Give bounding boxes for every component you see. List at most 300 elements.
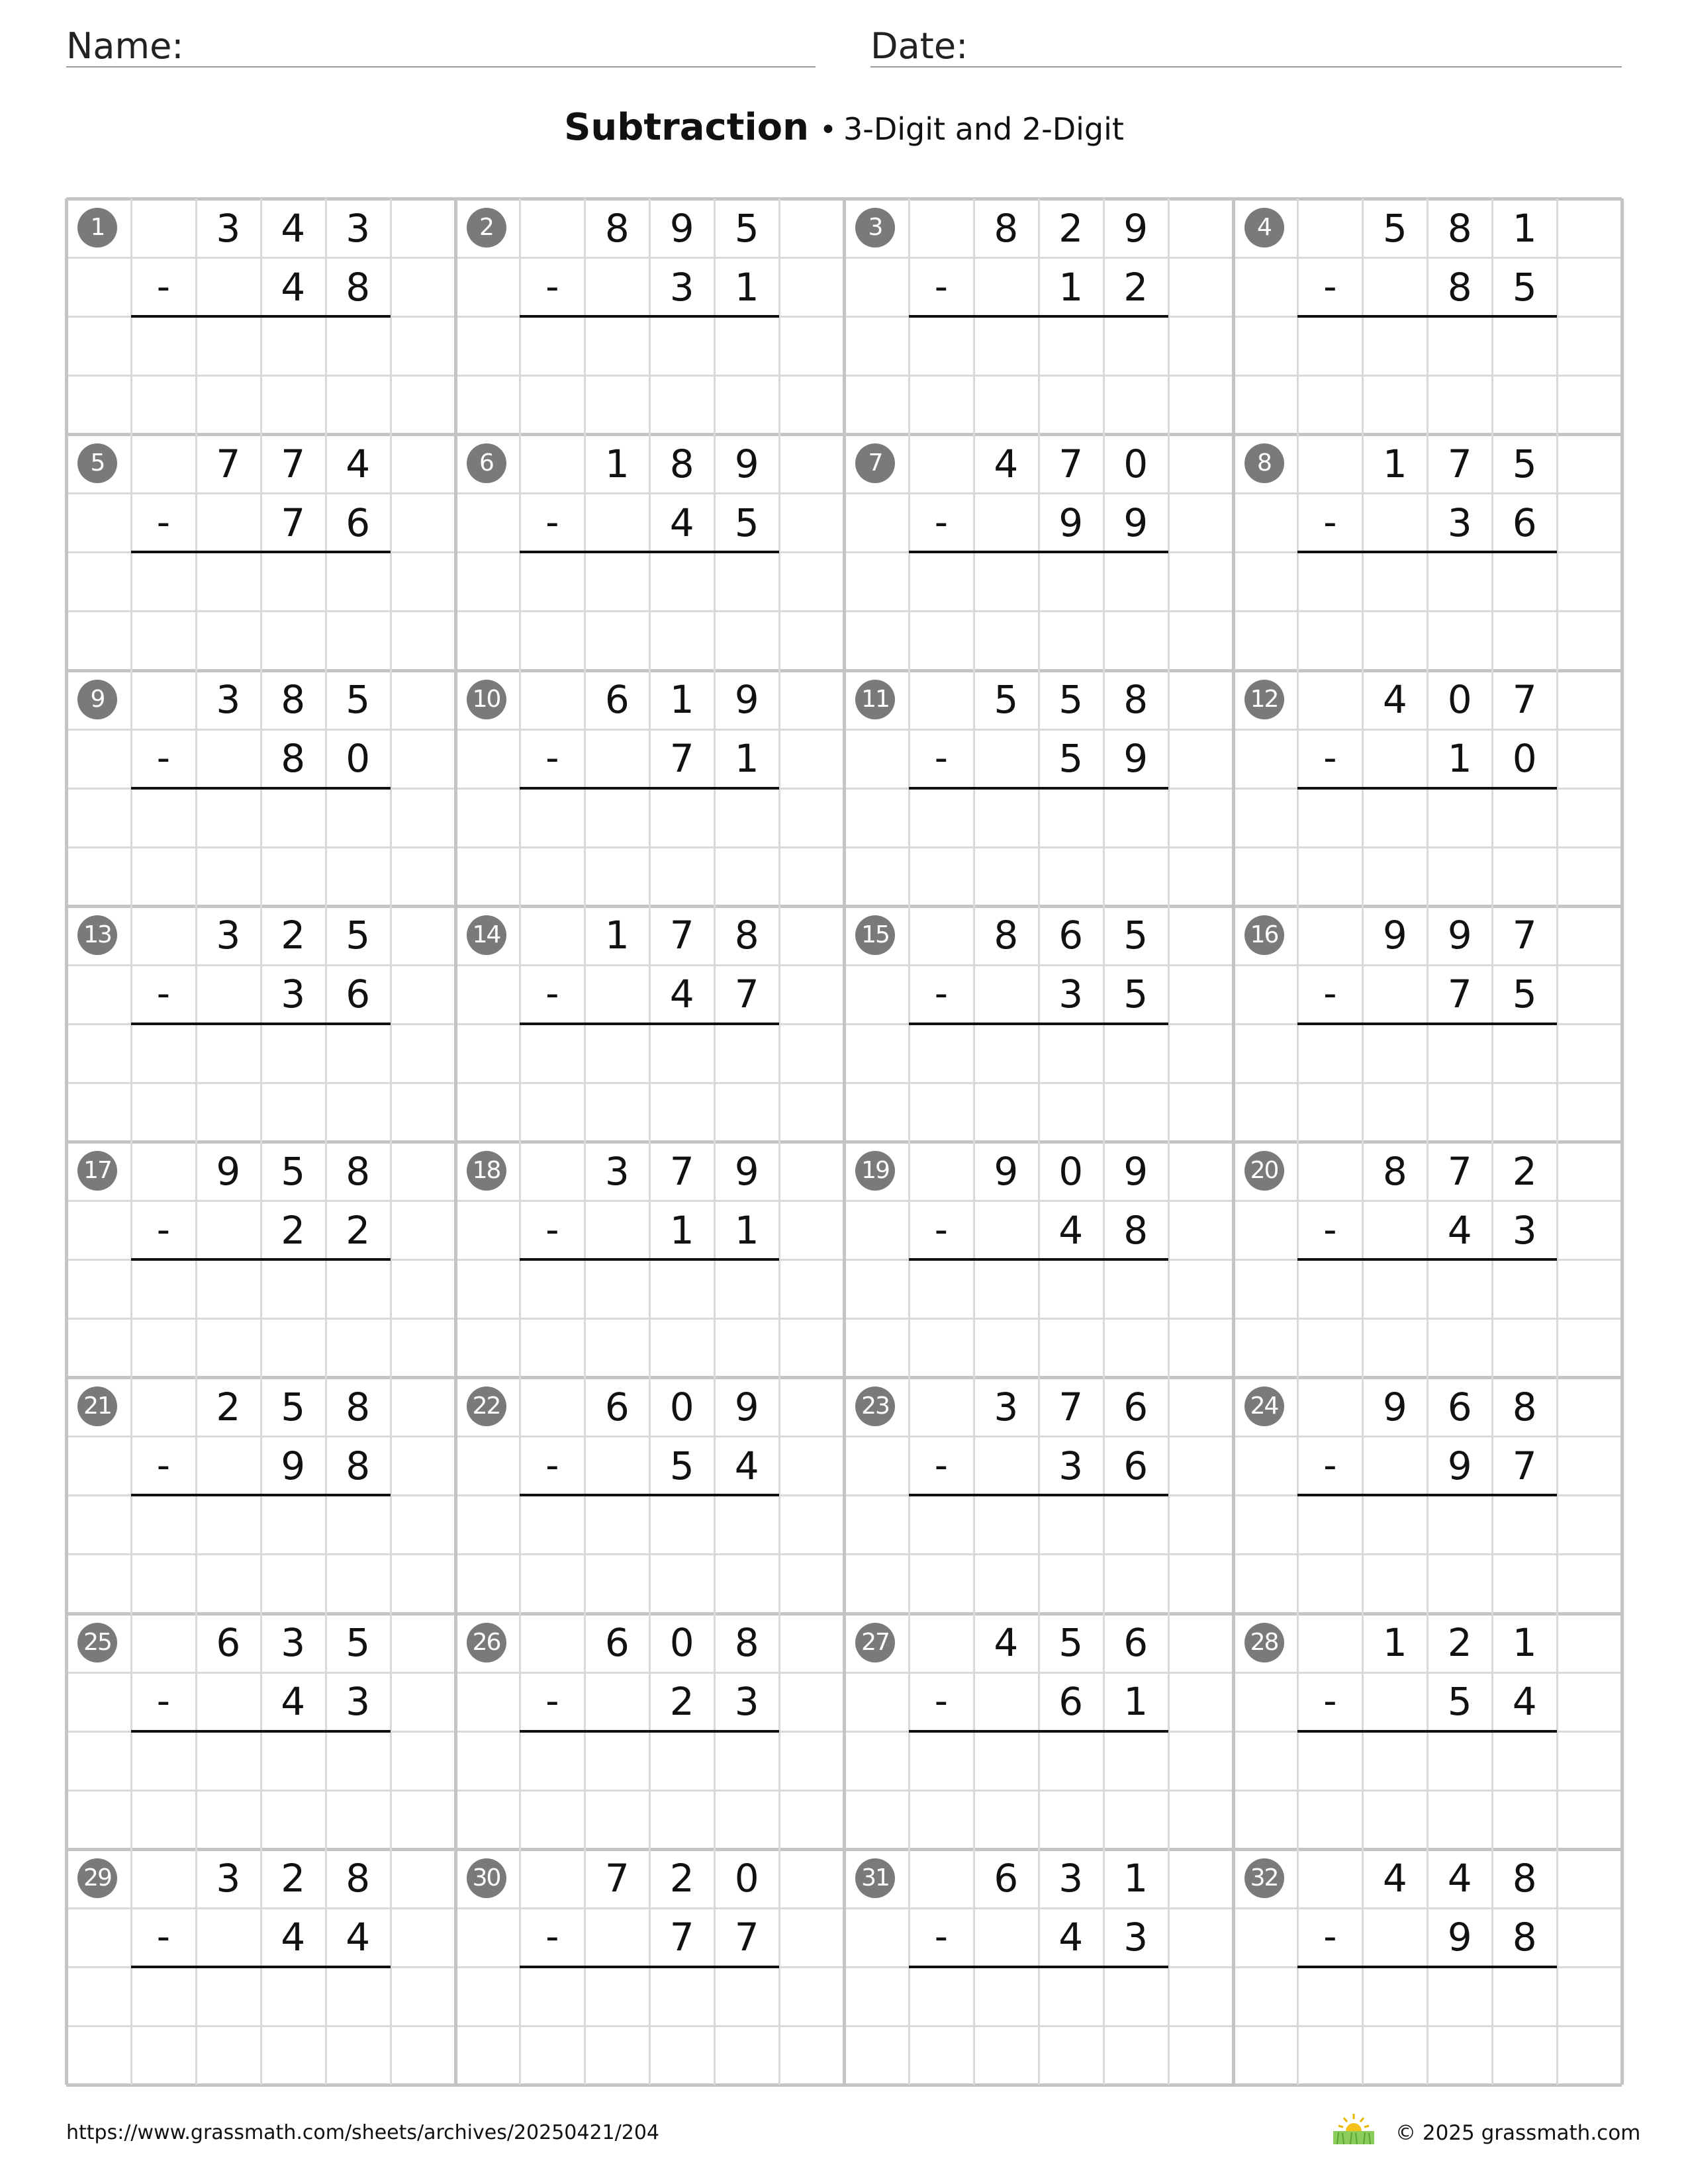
- problem-number-badge: 31: [855, 1858, 895, 1898]
- minus-sign: -: [934, 1443, 949, 1487]
- minuend-digit: 5: [346, 1620, 371, 1666]
- answer-area[interactable]: [1297, 1024, 1557, 1083]
- problem-27: [844, 1614, 1233, 1849]
- minuend-digit: 8: [604, 205, 630, 251]
- minuend-digit: 7: [669, 913, 694, 958]
- problem-number-badge: 25: [77, 1623, 117, 1662]
- subtrahend-digit: 8: [346, 264, 371, 310]
- minuend-digit: 7: [216, 441, 241, 486]
- subtrahend-digit: 5: [1447, 1679, 1472, 1725]
- minuend-digit: 6: [1123, 1620, 1149, 1666]
- problem-26: [455, 1614, 845, 1849]
- minuend-digit: 7: [1512, 913, 1537, 958]
- answer-area[interactable]: [131, 552, 391, 611]
- minuend-digit: 8: [1382, 1148, 1407, 1194]
- minuend-digit: 7: [1447, 441, 1472, 486]
- minus-sign: -: [1323, 1443, 1337, 1487]
- name-line[interactable]: [66, 66, 816, 68]
- subtrahend-digit: 3: [281, 972, 306, 1017]
- answer-area[interactable]: [131, 1259, 391, 1318]
- minuend-digit: 9: [734, 441, 759, 486]
- answer-area[interactable]: [1297, 1259, 1557, 1318]
- subtrahend-digit: 6: [1058, 1679, 1084, 1725]
- answer-area[interactable]: [520, 1731, 779, 1790]
- subtrahend-digit: 7: [669, 736, 694, 782]
- minus-sign: -: [156, 1680, 171, 1723]
- subtrahend-digit: 5: [1123, 972, 1149, 1017]
- problem-5: [66, 434, 455, 670]
- subtrahend-digit: 8: [1123, 1207, 1149, 1253]
- minuend-digit: 8: [346, 1856, 371, 1901]
- subtrahend-digit: 1: [734, 264, 759, 310]
- minuend-digit: 4: [1382, 677, 1407, 723]
- problem-number-badge: 27: [855, 1623, 895, 1662]
- subtrahend-digit: 5: [734, 500, 759, 545]
- minuend-digit: 3: [1058, 1856, 1084, 1901]
- minus-sign: -: [1323, 265, 1337, 308]
- subtrahend-digit: 2: [346, 1207, 371, 1253]
- minuend-digit: 1: [669, 677, 694, 723]
- name-label: Name:: [66, 25, 184, 67]
- minus-sign: -: [156, 265, 171, 308]
- minus-sign: -: [1323, 1915, 1337, 1959]
- minuend-digit: 1: [1382, 441, 1407, 486]
- subtrahend-digit: 4: [1512, 1679, 1537, 1725]
- minuend-digit: 4: [281, 205, 306, 251]
- problem-number-badge: 15: [855, 915, 895, 955]
- minuend-digit: 5: [1123, 913, 1149, 958]
- subtrahend-digit: 3: [346, 1679, 371, 1725]
- minus-sign: -: [1323, 972, 1337, 1016]
- minuend-digit: 2: [1447, 1620, 1472, 1666]
- minuend-digit: 1: [1123, 1856, 1149, 1901]
- problem-number-badge: 3: [855, 208, 895, 248]
- problem-number-badge: 26: [467, 1623, 506, 1662]
- title-separator: •: [820, 113, 837, 147]
- problem-10: [455, 670, 845, 906]
- problem-28: [1233, 1614, 1622, 1849]
- minuend-digit: 7: [281, 441, 306, 486]
- subtrahend-digit: 4: [281, 264, 306, 310]
- minuend-digit: 3: [216, 1856, 241, 1901]
- problem-number-badge: 29: [77, 1858, 117, 1898]
- subtrahend-digit: 4: [1447, 1207, 1472, 1253]
- subtrahend-digit: 5: [669, 1443, 694, 1488]
- minus-sign: -: [934, 737, 949, 780]
- minuend-digit: 8: [669, 441, 694, 486]
- minus-sign: -: [545, 265, 559, 308]
- problem-3: [844, 199, 1233, 434]
- problem-31: [844, 1849, 1233, 2085]
- date-label: Date:: [870, 25, 968, 67]
- subtrahend-digit: 5: [1512, 264, 1537, 310]
- answer-area[interactable]: [1297, 1495, 1557, 1554]
- minuend-digit: 6: [604, 1620, 630, 1666]
- subtrahend-digit: 1: [1447, 736, 1472, 782]
- subtrahend-digit: 2: [1123, 264, 1149, 310]
- subtrahend-digit: 9: [1447, 1443, 1472, 1488]
- minuend-digit: 2: [216, 1384, 241, 1430]
- minuend-digit: 3: [994, 1384, 1019, 1430]
- minuend-digit: 2: [669, 1856, 694, 1901]
- minuend-digit: 8: [281, 677, 306, 723]
- minuend-digit: 0: [669, 1620, 694, 1666]
- minuend-digit: 7: [1058, 441, 1084, 486]
- minuend-digit: 9: [1447, 913, 1472, 958]
- minuend-digit: 1: [604, 913, 630, 958]
- subtrahend-digit: 4: [669, 972, 694, 1017]
- answer-area[interactable]: [1297, 1967, 1557, 2026]
- answer-area[interactable]: [909, 316, 1168, 375]
- minuend-digit: 9: [1382, 913, 1407, 958]
- minuend-digit: 2: [1512, 1148, 1537, 1194]
- minuend-digit: 9: [216, 1148, 241, 1194]
- minuend-digit: 6: [604, 677, 630, 723]
- subtrahend-digit: 9: [1447, 1915, 1472, 1960]
- answer-area[interactable]: [520, 552, 779, 611]
- answer-area[interactable]: [1297, 788, 1557, 847]
- subtrahend-digit: 9: [1123, 500, 1149, 545]
- minuend-digit: 1: [1382, 1620, 1407, 1666]
- problem-number-badge: 21: [77, 1387, 117, 1426]
- problem-13: [66, 906, 455, 1142]
- minuend-digit: 6: [1123, 1384, 1149, 1430]
- minuend-digit: 3: [281, 1620, 306, 1666]
- minus-sign: -: [934, 972, 949, 1016]
- minus-sign: -: [1323, 1680, 1337, 1723]
- minuend-digit: 6: [604, 1384, 630, 1430]
- minus-sign: -: [545, 972, 559, 1016]
- answer-area[interactable]: [909, 1495, 1168, 1554]
- subtrahend-digit: 9: [281, 1443, 306, 1488]
- subtrahend-digit: 4: [734, 1443, 759, 1488]
- minuend-digit: 0: [1058, 1148, 1084, 1194]
- minuend-digit: 8: [1512, 1856, 1537, 1901]
- subtrahend-digit: 2: [669, 1679, 694, 1725]
- minuend-digit: 4: [346, 441, 371, 486]
- minus-sign: -: [156, 972, 171, 1016]
- minuend-digit: 8: [1512, 1384, 1537, 1430]
- answer-area[interactable]: [131, 1024, 391, 1083]
- title-main: Subtraction: [564, 106, 810, 149]
- answer-area[interactable]: [909, 788, 1168, 847]
- minuend-digit: 9: [669, 205, 694, 251]
- subtrahend-digit: 7: [734, 1915, 759, 1960]
- minuend-digit: 9: [734, 1384, 759, 1430]
- minuend-digit: 6: [216, 1620, 241, 1666]
- subtrahend-digit: 6: [1512, 500, 1537, 545]
- problem-2: [455, 199, 845, 434]
- minuend-digit: 5: [734, 205, 759, 251]
- minuend-digit: 8: [346, 1148, 371, 1194]
- minus-sign: -: [934, 265, 949, 308]
- problem-number-badge: 1: [77, 208, 117, 248]
- minuend-digit: 4: [1382, 1856, 1407, 1901]
- problem-number-badge: 13: [77, 915, 117, 955]
- subtrahend-digit: 7: [669, 1915, 694, 1960]
- subtrahend-digit: 1: [1123, 1679, 1149, 1725]
- minuend-digit: 7: [1512, 677, 1537, 723]
- minuend-digit: 9: [734, 1148, 759, 1194]
- minuend-digit: 3: [216, 677, 241, 723]
- minuend-digit: 3: [216, 913, 241, 958]
- subtrahend-digit: 6: [346, 500, 371, 545]
- problem-24: [1233, 1377, 1622, 1613]
- problem-1: [66, 199, 455, 434]
- problem-number-badge: 32: [1244, 1858, 1284, 1898]
- subtrahend-digit: 1: [734, 1207, 759, 1253]
- minuend-digit: 9: [734, 677, 759, 723]
- minuend-digit: 5: [281, 1384, 306, 1430]
- subtrahend-digit: 5: [1512, 972, 1537, 1017]
- minuend-digit: 5: [346, 913, 371, 958]
- problem-number-badge: 10: [467, 680, 506, 719]
- answer-area[interactable]: [520, 1495, 779, 1554]
- subtrahend-digit: 3: [1058, 1443, 1084, 1488]
- problem-32: [1233, 1849, 1622, 2085]
- minus-sign: -: [545, 1443, 559, 1487]
- problem-17: [66, 1142, 455, 1377]
- minuend-digit: 7: [669, 1148, 694, 1194]
- minuend-digit: 8: [346, 1384, 371, 1430]
- minuend-digit: 1: [1512, 205, 1537, 251]
- minuend-digit: 0: [734, 1856, 759, 1901]
- answer-area[interactable]: [520, 1259, 779, 1318]
- answer-area[interactable]: [131, 788, 391, 847]
- problem-number-badge: 30: [467, 1858, 506, 1898]
- minuend-digit: 5: [994, 677, 1019, 723]
- minus-sign: -: [1323, 737, 1337, 780]
- problem-4: [1233, 199, 1622, 434]
- answer-area[interactable]: [131, 1731, 391, 1790]
- minus-sign: -: [545, 1208, 559, 1251]
- minuend-digit: 9: [1123, 1148, 1149, 1194]
- problem-18: [455, 1142, 845, 1377]
- subtrahend-digit: 0: [346, 736, 371, 782]
- answer-area[interactable]: [909, 552, 1168, 611]
- problem-20: [1233, 1142, 1622, 1377]
- answer-area[interactable]: [1297, 552, 1557, 611]
- problem-29: [66, 1849, 455, 2085]
- minus-sign: -: [934, 1915, 949, 1959]
- minuend-digit: 9: [1382, 1384, 1407, 1430]
- minuend-digit: 2: [281, 913, 306, 958]
- problem-7: [844, 434, 1233, 670]
- subtrahend-digit: 9: [1058, 500, 1084, 545]
- answer-area[interactable]: [909, 1024, 1168, 1083]
- problem-6: [455, 434, 845, 670]
- minuend-digit: 3: [216, 205, 241, 251]
- problem-number-badge: 23: [855, 1387, 895, 1426]
- minuend-digit: 0: [669, 1384, 694, 1430]
- minuend-digit: 0: [1447, 677, 1472, 723]
- title-subtitle: 3-Digit and 2-Digit: [843, 111, 1124, 147]
- problem-number-badge: 16: [1244, 915, 1284, 955]
- problem-number-badge: 20: [1244, 1151, 1284, 1191]
- problem-number-badge: 9: [77, 680, 117, 719]
- minus-sign: -: [545, 1680, 559, 1723]
- problem-8: [1233, 434, 1622, 670]
- minuend-digit: 9: [1123, 205, 1149, 251]
- answer-area[interactable]: [520, 788, 779, 847]
- subtrahend-digit: 7: [734, 972, 759, 1017]
- minuend-digit: 8: [734, 1620, 759, 1666]
- subtrahend-digit: 3: [1447, 500, 1472, 545]
- problem-number-badge: 2: [467, 208, 506, 248]
- subtrahend-digit: 4: [281, 1915, 306, 1960]
- minus-sign: -: [156, 1208, 171, 1251]
- problem-number-badge: 8: [1244, 443, 1284, 483]
- minuend-digit: 6: [1447, 1384, 1472, 1430]
- subtrahend-digit: 8: [1447, 264, 1472, 310]
- minuend-digit: 4: [994, 1620, 1019, 1666]
- minus-sign: -: [545, 1915, 559, 1959]
- minuend-digit: 8: [994, 913, 1019, 958]
- minuend-digit: 3: [346, 205, 371, 251]
- problem-number-badge: 7: [855, 443, 895, 483]
- minus-sign: -: [934, 1208, 949, 1251]
- minuend-digit: 8: [1447, 205, 1472, 251]
- subtrahend-digit: 6: [1123, 1443, 1149, 1488]
- subtrahend-digit: 0: [1512, 736, 1537, 782]
- minuend-digit: 6: [1058, 913, 1084, 958]
- minuend-digit: 5: [346, 677, 371, 723]
- problem-number-badge: 18: [467, 1151, 506, 1191]
- subtrahend-digit: 1: [734, 736, 759, 782]
- subtrahend-digit: 4: [669, 500, 694, 545]
- subtrahend-digit: 3: [1512, 1207, 1537, 1253]
- answer-area[interactable]: [131, 1967, 391, 2026]
- minuend-digit: 1: [604, 441, 630, 486]
- problem-number-badge: 12: [1244, 680, 1284, 719]
- problem-19: [844, 1142, 1233, 1377]
- minuend-digit: 5: [1058, 1620, 1084, 1666]
- problem-number-badge: 5: [77, 443, 117, 483]
- problem-number-badge: 6: [467, 443, 506, 483]
- problem-15: [844, 906, 1233, 1142]
- minuend-digit: 3: [604, 1148, 630, 1194]
- minus-sign: -: [1323, 500, 1337, 544]
- minuend-digit: 5: [1058, 677, 1084, 723]
- problem-number-badge: 19: [855, 1151, 895, 1191]
- subtrahend-digit: 8: [1512, 1915, 1537, 1960]
- minus-sign: -: [545, 500, 559, 544]
- answer-area[interactable]: [520, 316, 779, 375]
- worksheet-title: [0, 106, 1688, 149]
- problem-number-badge: 17: [77, 1151, 117, 1191]
- footer-copyright: © 2025 grassmath.com: [1395, 2121, 1641, 2145]
- answer-area[interactable]: [520, 1024, 779, 1083]
- minuend-digit: 4: [1447, 1856, 1472, 1901]
- minuend-digit: 5: [281, 1148, 306, 1194]
- problem-number-badge: 4: [1244, 208, 1284, 248]
- problem-11: [844, 670, 1233, 906]
- minuend-digit: 9: [994, 1148, 1019, 1194]
- minus-sign: -: [156, 1443, 171, 1487]
- subtrahend-digit: 7: [281, 500, 306, 545]
- subtrahend-digit: 8: [346, 1443, 371, 1488]
- answer-area[interactable]: [1297, 316, 1557, 375]
- minus-sign: -: [156, 500, 171, 544]
- subtrahend-digit: 1: [1058, 264, 1084, 310]
- minuend-digit: 7: [604, 1856, 630, 1901]
- subtrahend-digit: 2: [281, 1207, 306, 1253]
- answer-area[interactable]: [131, 1495, 391, 1554]
- problem-14: [455, 906, 845, 1142]
- subtrahend-digit: 9: [1123, 736, 1149, 782]
- subtrahend-digit: 3: [1058, 972, 1084, 1017]
- minuend-digit: 2: [1058, 205, 1084, 251]
- answer-area[interactable]: [909, 1259, 1168, 1318]
- problem-number-badge: 14: [467, 915, 506, 955]
- problem-21: [66, 1377, 455, 1613]
- problem-number-badge: 28: [1244, 1623, 1284, 1662]
- grass-sun-logo-icon: [1331, 2111, 1377, 2146]
- minuend-digit: 5: [1512, 441, 1537, 486]
- minus-sign: -: [545, 737, 559, 780]
- minuend-digit: 8: [734, 913, 759, 958]
- subtrahend-digit: 3: [669, 264, 694, 310]
- subtrahend-digit: 6: [346, 972, 371, 1017]
- problem-9: [66, 670, 455, 906]
- minuend-digit: 0: [1123, 441, 1149, 486]
- subtrahend-digit: 4: [1058, 1207, 1084, 1253]
- problem-22: [455, 1377, 845, 1613]
- minus-sign: -: [1323, 1208, 1337, 1251]
- minuend-digit: 2: [281, 1856, 306, 1901]
- subtrahend-digit: 3: [734, 1679, 759, 1725]
- problem-30: [455, 1849, 845, 2085]
- problem-12: [1233, 670, 1622, 906]
- subtrahend-digit: 5: [1058, 736, 1084, 782]
- answer-area[interactable]: [131, 316, 391, 375]
- subtrahend-digit: 1: [669, 1207, 694, 1253]
- problem-grid: [66, 199, 1622, 2085]
- problem-number-badge: 24: [1244, 1387, 1284, 1426]
- minuend-digit: 7: [1447, 1148, 1472, 1194]
- answer-area[interactable]: [909, 1731, 1168, 1790]
- problem-16: [1233, 906, 1622, 1142]
- answer-area[interactable]: [909, 1967, 1168, 2026]
- minus-sign: -: [934, 500, 949, 544]
- minuend-digit: 8: [994, 205, 1019, 251]
- problem-25: [66, 1614, 455, 1849]
- problem-number-badge: 11: [855, 680, 895, 719]
- minuend-digit: 5: [1382, 205, 1407, 251]
- minuend-digit: 1: [1512, 1620, 1537, 1666]
- subtrahend-digit: 8: [281, 736, 306, 782]
- minuend-digit: 6: [994, 1856, 1019, 1901]
- minuend-digit: 7: [1058, 1384, 1084, 1430]
- minus-sign: -: [156, 1915, 171, 1959]
- minus-sign: -: [156, 737, 171, 780]
- minuend-digit: 8: [1123, 677, 1149, 723]
- date-line[interactable]: [870, 66, 1622, 68]
- problem-23: [844, 1377, 1233, 1613]
- subtrahend-digit: 7: [1512, 1443, 1537, 1488]
- footer-url[interactable]: https://www.grassmath.com/sheets/archives/20250421/204: [66, 2121, 660, 2144]
- problem-number-badge: 22: [467, 1387, 506, 1426]
- subtrahend-digit: 4: [1058, 1915, 1084, 1960]
- minuend-digit: 4: [994, 441, 1019, 486]
- answer-area[interactable]: [1297, 1731, 1557, 1790]
- minus-sign: -: [934, 1680, 949, 1723]
- subtrahend-digit: 7: [1447, 972, 1472, 1017]
- subtrahend-digit: 3: [1123, 1915, 1149, 1960]
- subtrahend-digit: 4: [281, 1679, 306, 1725]
- answer-area[interactable]: [520, 1967, 779, 2026]
- subtrahend-digit: 4: [346, 1915, 371, 1960]
